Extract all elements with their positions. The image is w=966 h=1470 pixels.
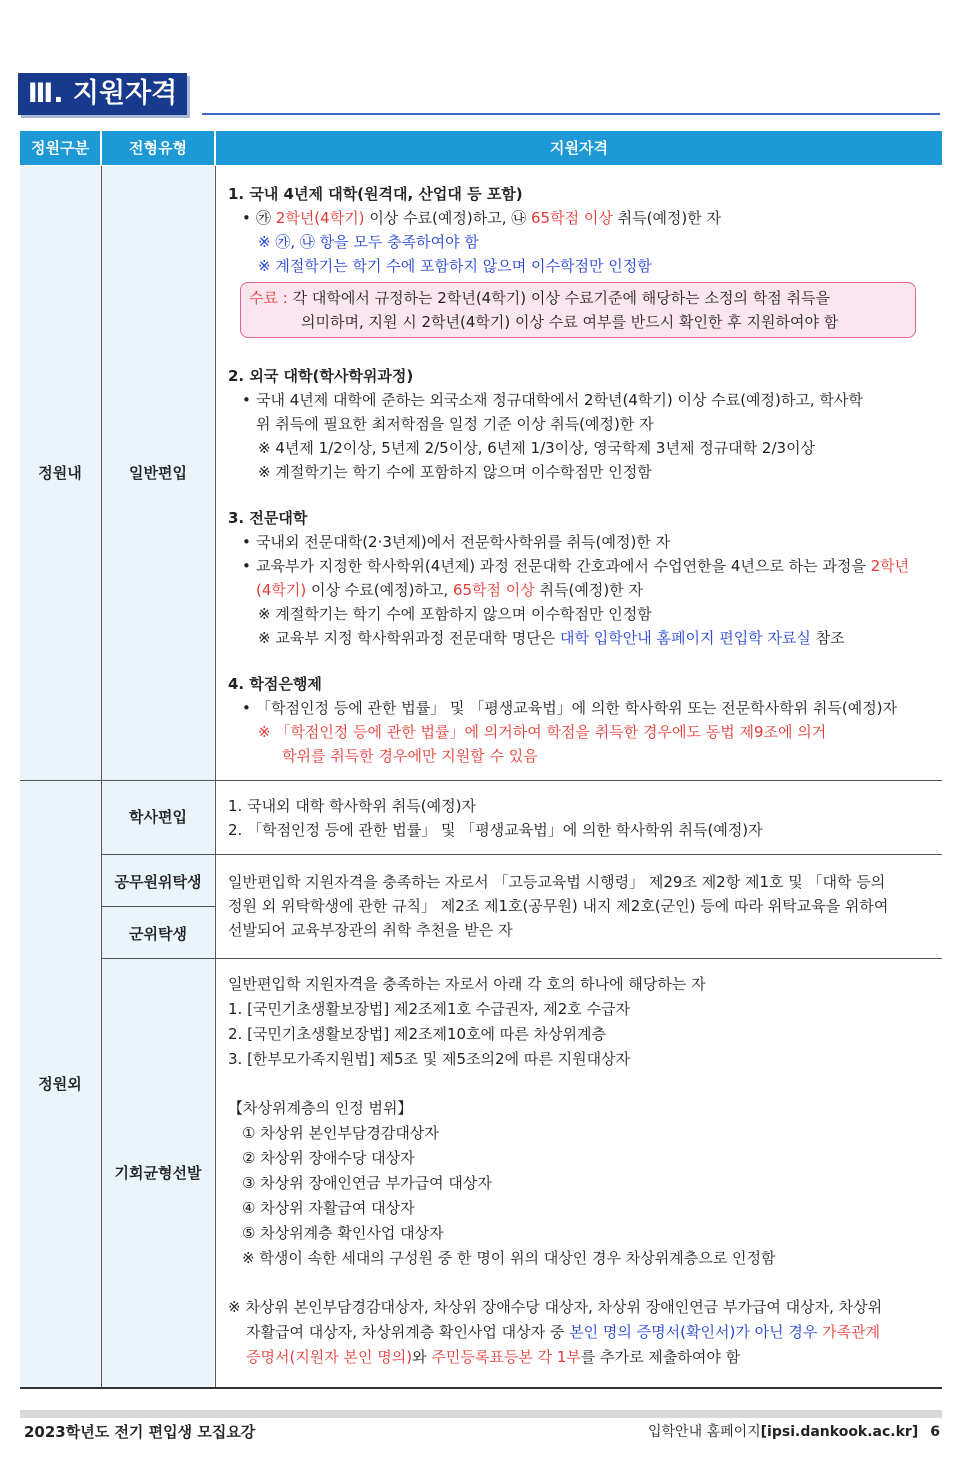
grid-hline — [102, 958, 942, 959]
trust-line2: 정원 외 위탁학생에 관한 규칙」 제2조 제1호(공무원) 내지 제2호(군인) 등에 따라 위탁교육을 위하여 — [228, 897, 889, 915]
s1-note2: ※ 계절학기는 학기 수에 포함하지 않으며 이수학점만 인정함 — [258, 257, 652, 275]
range-item2: ② 차상위 장애수당 대상자 — [242, 1149, 415, 1167]
opportunity-balance-label: 기회균형선발 — [114, 1164, 202, 1182]
general-transfer-section3 — [228, 506, 909, 650]
general-transfer-section1 — [228, 182, 721, 278]
table-bottom-line — [20, 1387, 942, 1389]
grid-vline — [101, 166, 102, 1388]
public-servant-label: 공무원위탁생 — [114, 873, 202, 891]
s1-bullet: • ㉮ 2학년(4학기) 이상 수료(예정)하고, ㉯ 65학점 이상 취득(예정)한 자 — [242, 209, 722, 227]
equal-item2: 2. [국민기초생활보장법] 제2조제10호에 따른 차상위계층 — [228, 1025, 607, 1043]
equal-item3: 3. [한부모가족지원법] 제5조 및 제5조의2에 따른 지원대상자 — [228, 1050, 631, 1068]
quota-out-label: 정원외 — [38, 1075, 82, 1093]
footer-document-title: 2023학년도 전기 편입생 모집요강 — [24, 1423, 256, 1441]
footer-homepage — [648, 1421, 940, 1441]
trust-student-content — [228, 870, 888, 942]
s3-note2: ※ 교육부 지정 학사학위과정 전문대학 명단은 대학 입학안내 홈페이지 편입학 자료실 참조 — [258, 629, 845, 647]
grid-hline — [102, 906, 215, 907]
s4-bullet: • 「학점인정 등에 관한 법률」 및 「평생교육법」에 의한 학사학위 또는 전문학사학위 취득(예정)자 — [242, 699, 898, 717]
s3-note1: ※ 계절학기는 학기 수에 포함하지 않으며 이수학점만 인정함 — [258, 605, 652, 623]
s4-note-l2: 학위를 취득한 경우에만 지원할 수 있음 — [282, 747, 538, 765]
s2-bullet-l2: 위 취득에 필요한 최저학점을 일정 기준 이상 취득(예정)한 자 — [256, 415, 654, 433]
s1-note1: ※ ㉮, ㉯ 항을 모두 충족하여야 함 — [258, 233, 479, 251]
s2-note1: ※ 4년제 1/2이상, 5년제 2/5이상, 6년제 1/3이상, 영국학제 3년제 정규대학 2/3이상 — [258, 439, 816, 457]
equal-intro: 일반편입학 지원자격을 충족하는 자로서 아래 각 호의 하나에 해당하는 자 — [228, 975, 706, 993]
military-label: 군위탁생 — [129, 925, 187, 943]
footer-bar — [20, 1410, 942, 1418]
range-item1: ① 차상위 본인부담경감대상자 — [242, 1124, 439, 1142]
trust-line3: 선발되어 교육부장관의 취학 추천을 받은 자 — [228, 921, 513, 939]
equal-item1: 1. [국민기초생활보장법] 제2조제1호 수급권자, 제2호 수급자 — [228, 1000, 631, 1018]
type-column-bg — [102, 166, 214, 1388]
trust-line1: 일반편입학 지원자격을 충족하는 자로서 「고등교육법 시행령」 제29조 제2항 제1호 및 「대학 등의 — [228, 873, 886, 891]
footer-homepage-url[interactable]: [ipsi.dankook.ac.kr] — [760, 1424, 919, 1440]
header-quota-category: 정원구분 — [20, 131, 100, 165]
opportunity-balance-content — [228, 972, 882, 1370]
title-underline — [202, 113, 940, 115]
header-admission-type: 전형유형 — [102, 131, 214, 165]
bachelor-transfer-label: 학사편입 — [129, 808, 187, 826]
grid-hline — [20, 780, 942, 781]
s2-bullet-l1: • 국내 4년제 대학에 준하는 외국소재 정규대학에서 2학년(4학기) 이상 수료(예정)하고, 학사학 — [242, 391, 863, 409]
header-eligibility: 지원자격 — [216, 131, 942, 165]
footer-homepage-label: 입학안내 홈페이지 — [648, 1424, 761, 1440]
general-transfer-section2 — [228, 364, 863, 484]
s4-title: 4. 학점은행제 — [228, 675, 322, 693]
s3-title: 3. 전문대학 — [228, 509, 308, 527]
completion-note-line1: 각 대학에서 규정하는 2학년(4학기) 이상 수료기준에 해당하는 소정의 학점 취득을 — [292, 289, 830, 307]
bachelor-transfer-content — [228, 794, 763, 842]
completion-note-line2: 의미하며, 지원 시 2학년(4학기) 이상 수료 여부를 반드시 확인한 후 지원하여야 함 — [301, 313, 839, 331]
bachelor-item2: 2. 「학점인정 등에 관한 법률」 및 「평생교육법」에 의한 학사학위 취득(예정)자 — [228, 821, 763, 839]
range-item3: ③ 차상위 장애인연금 부가급여 대상자 — [242, 1174, 492, 1192]
range-title: 【차상위계층의 인정 범위】 — [228, 1099, 413, 1117]
range-item4: ④ 차상위 자활급여 대상자 — [242, 1199, 415, 1217]
completion-note-box — [240, 282, 916, 338]
page-number: 6 — [930, 1424, 940, 1440]
s3-bullet2-l2: (4학기) 이상 수료(예정)하고, 65학점 이상 취득(예정)한 자 — [256, 581, 643, 599]
section-title: Ⅲ. 지원자격 — [18, 73, 187, 115]
final-note-l3: 증명서(지원자 본인 명의)와 주민등록표등본 각 1부를 추가로 제출하여야 함 — [246, 1348, 741, 1366]
final-note-l2: 자활급여 대상자, 차상위계층 확인사업 대상자 중 본인 명의 증명서(확인서)가 아닌 경우 가족관계 — [246, 1323, 881, 1341]
s1-title: 1. 국내 4년제 대학(원격대, 산업대 등 포함) — [228, 185, 523, 203]
range-item5: ⑤ 차상위계층 확인사업 대상자 — [242, 1224, 444, 1242]
general-transfer-label: 일반편입 — [129, 464, 187, 482]
range-note: ※ 학생이 속한 세대의 구성원 중 한 명이 위의 대상인 경우 차상위계층으로 인정함 — [242, 1249, 776, 1267]
completion-note-label: 수료 : — [249, 289, 288, 307]
s2-note2: ※ 계절학기는 학기 수에 포함하지 않으며 이수학점만 인정함 — [258, 463, 652, 481]
general-transfer-section4 — [228, 672, 897, 768]
grid-hline — [102, 854, 942, 855]
final-note-l1: ※ 차상위 본인부담경감대상자, 차상위 장애수당 대상자, 차상위 장애인연금 부가급여 대상자, 차상위 — [228, 1298, 883, 1316]
s2-title: 2. 외국 대학(학사학위과정) — [228, 367, 414, 385]
s3-bullet2-l1: • 교육부가 지정한 학사학위(4년제) 과정 전문대학 간호과에서 수업연한을 4년으로 하는 과정을 2학년 — [242, 557, 910, 575]
grid-vline — [215, 166, 216, 1388]
s4-note-l1: ※ 「학점인정 등에 관한 법률」에 의거하여 학점을 취득한 경우에도 동법 제9조에 의거 — [258, 723, 827, 741]
bachelor-item1: 1. 국내외 대학 학사학위 취득(예정)자 — [228, 797, 476, 815]
quota-in-label: 정원내 — [38, 464, 82, 482]
category-column-bg — [20, 166, 100, 1388]
s3-bullet1: • 국내외 전문대학(2·3년제)에서 전문학사학위를 취득(예정)한 자 — [242, 533, 671, 551]
